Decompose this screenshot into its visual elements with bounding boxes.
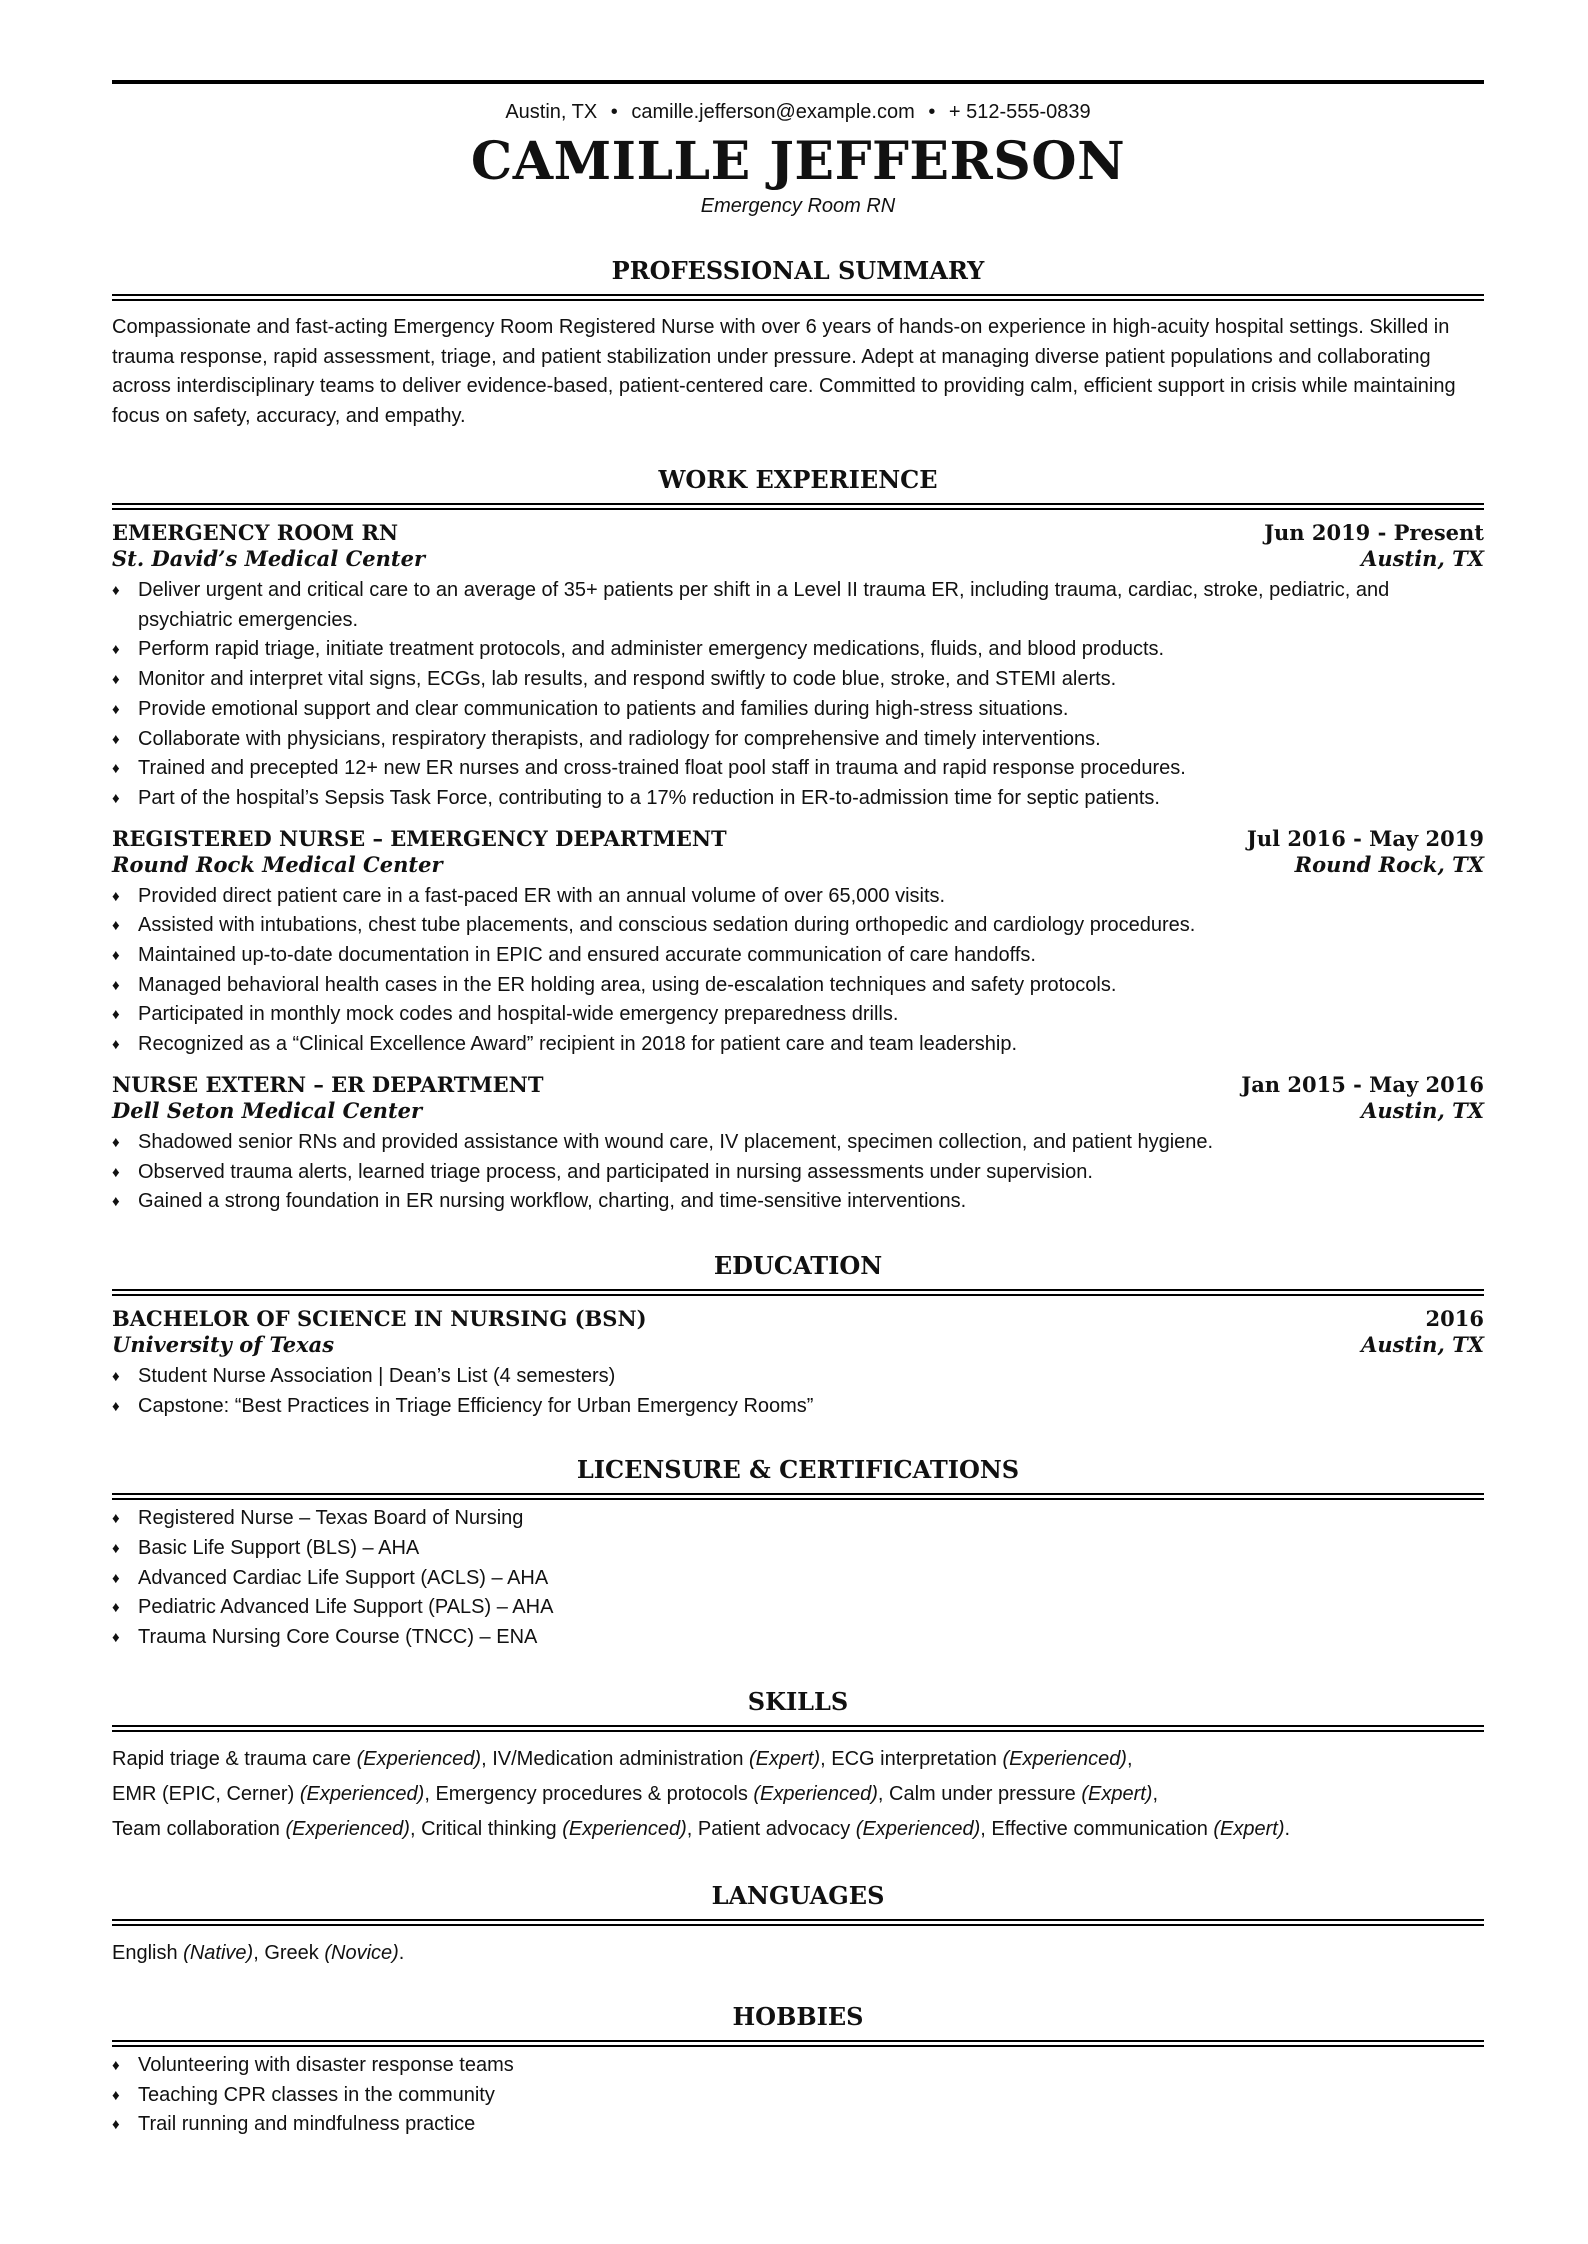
contact-separator: •	[928, 101, 936, 123]
bullet-text: Provide emotional support and clear communication to patients and families during high-stress situations.	[138, 697, 1069, 720]
diamond-bullet-icon: ♦	[112, 760, 120, 778]
employer-name: Dell Seton Medical Center	[112, 1097, 423, 1123]
item-level: (Expert)	[1213, 1817, 1285, 1840]
diamond-bullet-icon: ♦	[112, 1193, 120, 1211]
item-level: (Experienced)	[356, 1747, 482, 1770]
bullet-item	[112, 2081, 1484, 2111]
diamond-bullet-icon: ♦	[112, 2086, 120, 2104]
bullet-item	[112, 2110, 1484, 2140]
bullet-text: Registered Nurse – Texas Board of Nursing	[138, 1507, 524, 1530]
job-title: REGISTERED NURSE – EMERGENCY DEPARTMENT	[112, 825, 727, 851]
section-divider	[112, 1919, 1484, 1926]
contact-location: Austin, TX	[505, 101, 598, 123]
resume-page	[112, 80, 1484, 2140]
item-name: Effective communication	[991, 1817, 1208, 1840]
job-entry	[112, 1072, 1484, 1217]
item-level: (Experienced)	[753, 1782, 878, 1805]
diamond-bullet-icon: ♦	[112, 1629, 120, 1647]
bullet-text: Observed trauma alerts, learned triage process, and participated in nursing assessments under supervision.	[138, 1160, 1093, 1183]
section-title: PROFESSIONAL SUMMARY	[611, 256, 985, 285]
bullet-item	[112, 971, 1484, 1001]
job-header-row	[112, 826, 1484, 852]
job-location: Round Rock, TX	[1294, 851, 1484, 877]
bullet-text: Student Nurse Association | Dean’s List (4 semesters)	[138, 1364, 616, 1387]
job-dates: Jan 2015 - May 2016	[1241, 1071, 1484, 1097]
job-entry	[112, 826, 1484, 1060]
bullet-text: Gained a strong foundation in ER nursing workflow, charting, and time-sensitive interventions.	[138, 1190, 967, 1213]
summary-section	[112, 256, 1484, 431]
section-divider	[112, 1725, 1484, 1732]
job-org-row	[112, 1098, 1484, 1124]
job-bullets	[112, 882, 1484, 1060]
bullet-text: Shadowed senior RNs and provided assistance with wound care, IV placement, specimen collection, and patient hygiene.	[138, 1130, 1214, 1153]
bullet-item	[112, 1623, 1484, 1653]
diamond-bullet-icon: ♦	[112, 671, 120, 689]
diamond-bullet-icon: ♦	[112, 1569, 120, 1587]
bullet-text: Perform rapid triage, initiate treatment protocols, and administer emergency medications, fluids, and blood products.	[138, 638, 1165, 661]
school-name: University of Texas	[112, 1331, 335, 1357]
section-divider	[112, 503, 1484, 510]
bullet-text: Trail running and mindfulness practice	[138, 2113, 476, 2136]
bullet-item	[112, 1030, 1484, 1060]
bullet-item	[112, 635, 1484, 665]
diamond-bullet-icon: ♦	[112, 1367, 120, 1385]
candidate-headline: Emergency Room RN	[700, 195, 896, 217]
diamond-bullet-icon: ♦	[112, 976, 120, 994]
job-org-row	[112, 852, 1484, 878]
job-org-row	[112, 546, 1484, 572]
item-name: Calm under pressure	[889, 1782, 1076, 1805]
bullet-item	[112, 1158, 1484, 1188]
section-title: SKILLS	[747, 1686, 849, 1716]
bullet-text: Provided direct patient care in a fast-paced ER with an annual volume of over 65,000 visits.	[138, 884, 946, 907]
item-name: EMR (EPIC, Cerner)	[112, 1782, 295, 1805]
contact-email[interactable]: camille.jefferson@example.com	[631, 101, 915, 123]
diamond-bullet-icon: ♦	[112, 947, 120, 965]
bullet-text: Trained and precepted 12+ new ER nurses and cross-trained float pool staff in trauma and rapid response procedures.	[138, 757, 1186, 780]
item-name: ECG interpretation	[831, 1747, 997, 1770]
bullet-item	[112, 665, 1484, 695]
bullet-item	[112, 725, 1484, 755]
bullet-text: Basic Life Support (BLS) – AHA	[138, 1537, 420, 1560]
bullet-text: Part of the hospital’s Sepsis Task Force, contributing to a 17% reduction in ER-to-admission time for septic patients.	[138, 786, 1160, 809]
bullet-item	[112, 754, 1484, 784]
diamond-bullet-icon: ♦	[112, 1036, 120, 1054]
item-level: (Novice)	[324, 1941, 399, 1964]
bullet-item	[112, 911, 1484, 941]
employer-name: St. David’s Medical Center	[112, 546, 426, 571]
bullet-text: Monitor and interpret vital signs, ECGs, lab results, and respond swiftly to code blue, stroke, and STEMI alerts.	[138, 668, 1117, 691]
bullet-item	[112, 1000, 1484, 1030]
job-title: EMERGENCY ROOM RN	[112, 520, 399, 545]
contact-phone[interactable]: + 512-555-0839	[948, 101, 1091, 123]
bullet-item	[112, 576, 1484, 635]
school-location: Austin, TX	[1361, 1331, 1484, 1357]
bullet-item	[112, 1187, 1484, 1217]
summary-text: Compassionate and fast-acting Emergency Room Registered Nurse with over 6 years of hands-on experience in high-acuity hospital settings. Skilled in trauma response, rapid assessment, triage, and patient stabilization under pressure. Adept at managing diverse patient populations and collaborating across interdisciplinary teams to deliver evidence-based, patient-centered care. Committed to providing calm, efficient support in crisis while maintaining focus on safety, accuracy, and empathy.	[112, 316, 1456, 427]
contact-line	[112, 100, 1484, 124]
candidate-name: CAMILLE JEFFERSON	[470, 131, 1126, 192]
item-name: Team collaboration	[112, 1817, 280, 1840]
bullet-item	[112, 941, 1484, 971]
diamond-bullet-icon: ♦	[112, 582, 120, 599]
degree-title: BACHELOR OF SCIENCE IN NURSING (BSN)	[112, 1305, 647, 1331]
bullet-item	[112, 1392, 1484, 1422]
bullet-item	[112, 882, 1484, 912]
item-name: IV/Medication administration	[492, 1747, 744, 1770]
bullet-item	[112, 1128, 1484, 1158]
graduation-year: 2016	[1425, 1305, 1484, 1331]
bullet-item	[112, 2051, 1484, 2081]
bullet-text: Assisted with intubations, chest tube placements, and conscious sedation during orthopedic and cardiology procedures.	[138, 914, 1196, 937]
item-name: Critical thinking	[421, 1817, 557, 1840]
section-title: EDUCATION	[713, 1250, 883, 1280]
job-list	[112, 520, 1484, 1217]
bullet-item	[112, 1504, 1484, 1534]
bullet-item	[112, 1534, 1484, 1564]
section-divider	[112, 1289, 1484, 1296]
job-dates: Jun 2019 - Present	[1264, 520, 1484, 545]
hobbies-section	[112, 2002, 1484, 2140]
diamond-bullet-icon: ♦	[112, 789, 120, 807]
job-bullets	[112, 1128, 1484, 1217]
education-entry	[112, 1306, 1484, 1421]
job-header-row	[112, 1072, 1484, 1098]
employer-name: Round Rock Medical Center	[112, 851, 443, 877]
item-name: Greek	[264, 1941, 319, 1964]
bullet-text: Maintained up-to-date documentation in EPIC and ensured accurate communication of care handoffs.	[138, 944, 1036, 967]
experience-section	[112, 465, 1484, 1217]
diamond-bullet-icon: ♦	[112, 2116, 120, 2134]
bullet-item	[112, 1362, 1484, 1392]
job-dates: Jul 2016 - May 2019	[1246, 825, 1484, 851]
skills-text: Rapid triage & trauma care (Experienced), IV/Medication administration (Expert), ECG interpretation (Experienced), EMR (EPIC, Cerner) (Experienced), Emergency procedures & protocols (Experienced), Calm under pressure (Expert), Team collaboration (Experienced), Critical thinking (Experienced), Patient advocacy (Experienced), Effective communication (Expert).	[112, 1747, 1291, 1840]
section-divider	[112, 294, 1484, 301]
bullet-text: Collaborate with physicians, respiratory therapists, and radiology for comprehensive and timely interventions.	[138, 727, 1101, 750]
bullet-text: Deliver urgent and critical care to an average of 35+ patients per shift in a Level II trauma ER, including trauma, cardiac, stroke, pediatric, and psychiatric emergencies.	[138, 579, 1390, 631]
bullet-text: Managed behavioral health cases in the ER holding area, using de-escalation techniques and safety protocols.	[138, 973, 1117, 996]
bullet-text: Capstone: “Best Practices in Triage Efficiency for Urban Emergency Rooms”	[138, 1394, 814, 1417]
bullet-item	[112, 1593, 1484, 1623]
section-divider	[112, 1493, 1484, 1500]
job-entry	[112, 520, 1484, 814]
job-title: NURSE EXTERN – ER DEPARTMENT	[112, 1071, 544, 1097]
diamond-bullet-icon: ♦	[112, 1599, 120, 1617]
section-divider	[112, 2040, 1484, 2047]
diamond-bullet-icon: ♦	[112, 641, 120, 659]
diamond-bullet-icon: ♦	[112, 1510, 120, 1528]
languages-text: English (Native), Greek (Novice).	[112, 1941, 405, 1964]
item-level: (Expert)	[749, 1747, 821, 1770]
education-bullets	[112, 1362, 1484, 1421]
diamond-bullet-icon: ♦	[112, 1397, 120, 1415]
diamond-bullet-icon: ♦	[112, 730, 120, 748]
bullet-item	[112, 695, 1484, 725]
contact-separator: •	[610, 101, 618, 123]
item-level: (Experienced)	[299, 1782, 425, 1805]
certifications-section	[112, 1455, 1484, 1653]
diamond-bullet-icon: ♦	[112, 1163, 120, 1181]
bullet-text: Volunteering with disaster response teams	[138, 2053, 514, 2076]
diamond-bullet-icon: ♦	[112, 1540, 120, 1558]
section-title: LICENSURE & CERTIFICATIONS	[576, 1455, 1020, 1485]
diamond-bullet-icon: ♦	[112, 887, 120, 905]
item-level: (Experienced)	[562, 1817, 687, 1840]
item-name: English	[112, 1941, 178, 1964]
item-level: (Experienced)	[285, 1817, 410, 1840]
item-level: (Native)	[183, 1941, 254, 1964]
diamond-bullet-icon: ♦	[112, 1133, 120, 1151]
bullet-text: Participated in monthly mock codes and hospital-wide emergency preparedness drills.	[138, 1003, 899, 1026]
diamond-bullet-icon: ♦	[112, 2056, 120, 2074]
certification-list	[112, 1504, 1484, 1653]
bullet-text: Trauma Nursing Core Course (TNCC) – ENA	[138, 1626, 538, 1649]
job-bullets	[112, 576, 1484, 814]
diamond-bullet-icon: ♦	[112, 917, 120, 935]
diamond-bullet-icon: ♦	[112, 1006, 120, 1024]
hobby-list	[112, 2051, 1484, 2140]
top-rule	[112, 80, 1484, 84]
item-name: Patient advocacy	[697, 1817, 851, 1840]
section-title: HOBBIES	[732, 2001, 864, 2031]
bullet-text: Pediatric Advanced Life Support (PALS) – AHA	[138, 1596, 554, 1619]
skills-section	[112, 1687, 1484, 1847]
bullet-text: Recognized as a “Clinical Excellence Award” recipient in 2018 for patient care and team leadership.	[138, 1033, 1018, 1056]
education-section	[112, 1251, 1484, 1421]
item-level: (Experienced)	[855, 1817, 981, 1840]
bullet-text: Teaching CPR classes in the community	[138, 2083, 495, 2106]
languages-section	[112, 1881, 1484, 1968]
section-title: WORK EXPERIENCE	[658, 465, 938, 494]
item-level: (Expert)	[1081, 1782, 1153, 1805]
diamond-bullet-icon: ♦	[112, 700, 120, 718]
job-header-row	[112, 520, 1484, 546]
item-name: Rapid triage & trauma care	[112, 1747, 352, 1770]
bullet-item	[112, 784, 1484, 814]
job-location: Austin, TX	[1361, 546, 1484, 571]
item-level: (Experienced)	[1002, 1747, 1127, 1770]
section-title: LANGUAGES	[711, 1880, 885, 1910]
item-name: Emergency procedures & protocols	[435, 1782, 748, 1805]
bullet-text: Advanced Cardiac Life Support (ACLS) – AHA	[138, 1566, 549, 1589]
job-location: Austin, TX	[1361, 1097, 1484, 1123]
bullet-item	[112, 1564, 1484, 1594]
